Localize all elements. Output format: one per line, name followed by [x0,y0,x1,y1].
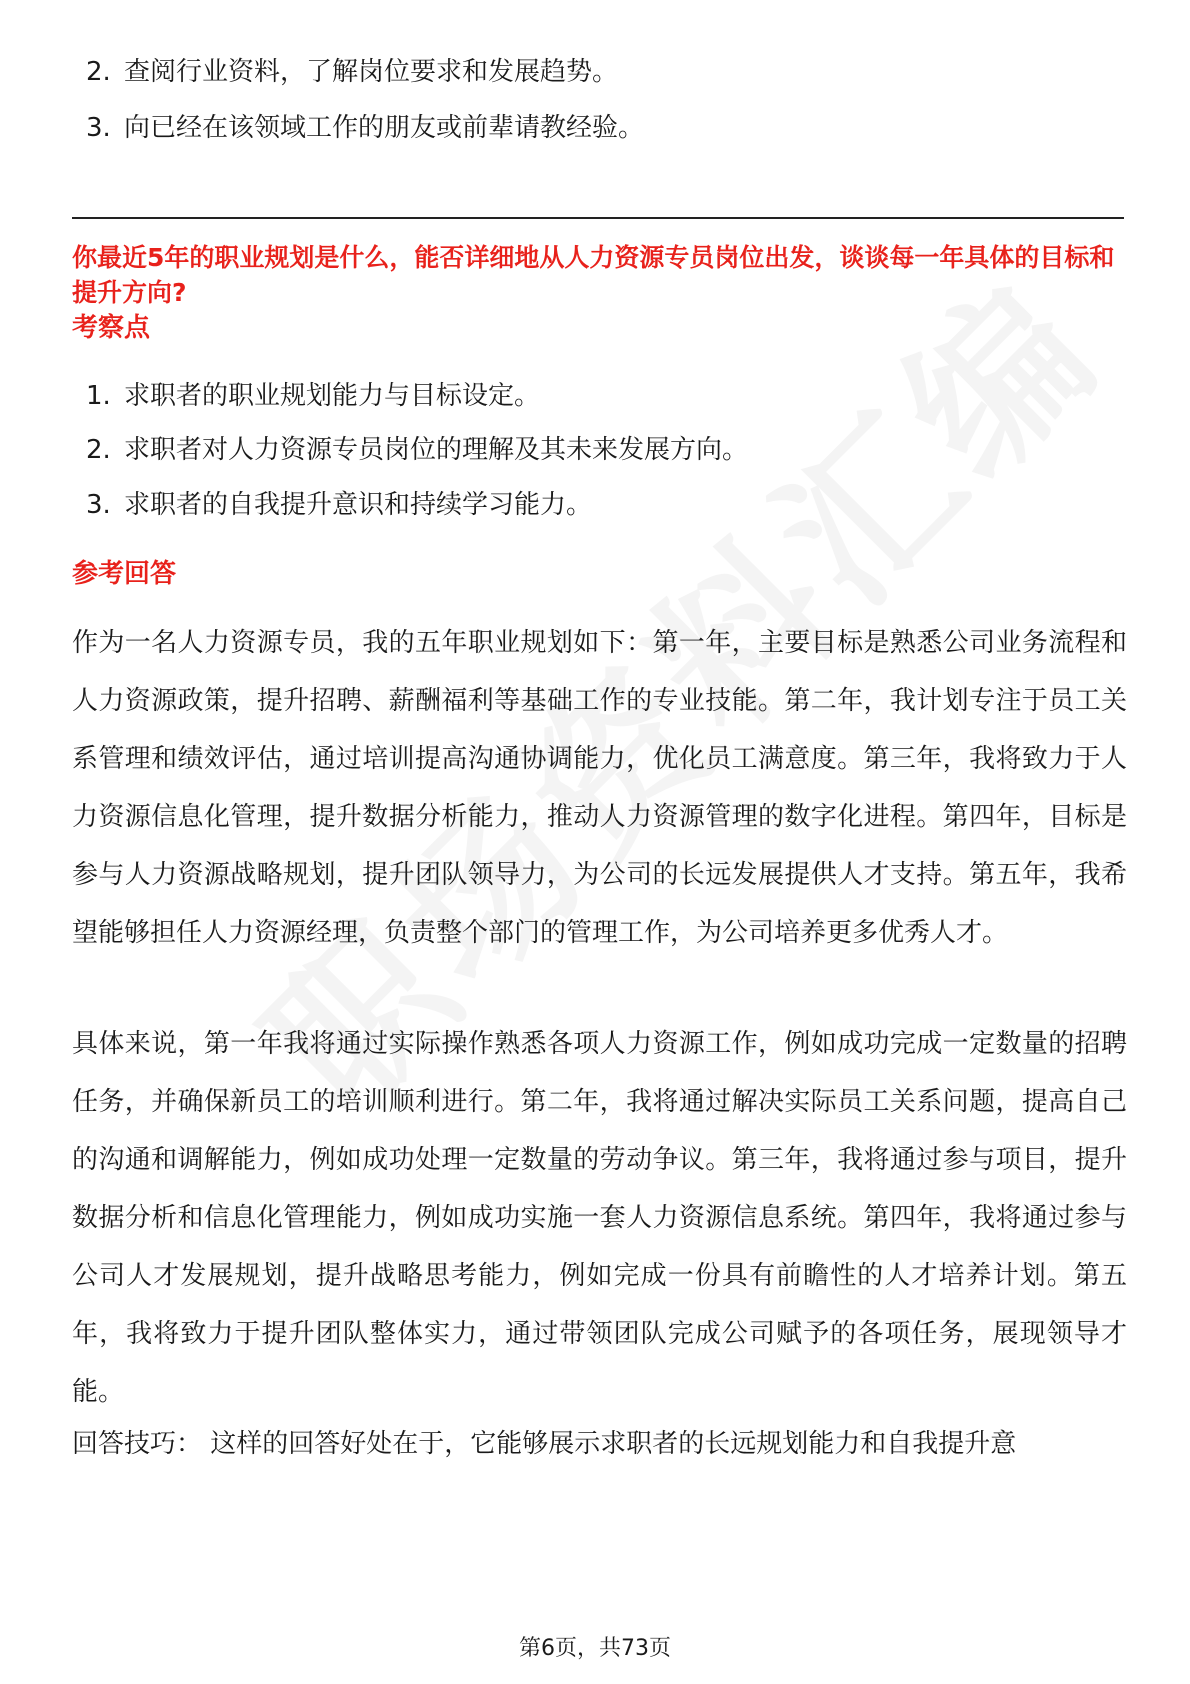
answer-tips: 回答技巧： 这样的回答好处在于，它能够展示求职者的长远规划能力和自我提升意 [72,1429,1017,1459]
page-number: 第6页，共73页 [519,1636,671,1661]
list-text: 向已经在该领域工作的朋友或前辈请教经验。 [124,113,645,143]
list-number: 3. [86,490,111,520]
question-heading: 你最近5年的职业规划是什么，能否详细地从人力资源专员岗位出发，谈谈每一年具体的目标和提升方向? [72,243,1115,307]
answer-heading: 参考回答 [72,559,177,589]
list-text: 查阅行业资料，了解岗位要求和发展趋势。 [124,57,619,87]
list-item [86,376,540,416]
list-text: 求职者的职业规划能力与目标设定。 [124,381,541,411]
list-number: 2. [86,435,111,465]
list-number: 2. [86,57,111,87]
list-item [86,52,618,92]
list-text: 求职者对人力资源专员岗位的理解及其未来发展方向。 [124,435,749,465]
section-divider [72,217,1124,219]
answer-paragraph: 具体来说，第一年我将通过实际操作熟悉各项人力资源工作，例如成功完成一定数量的招聘任务，并确保新员工的培训顺利进行。第二年，我将通过解决实际员工关系问题，提高自己的沟通和调解能力，例如成功处理一定数量的劳动争议。第三年，我将通过参与项目，提升数据分析和信息化管理能力，例如成功实施一套人力资源信息系统。第四年，我将通过参与公司人才发展规划，提升战略思考能力，例如完成一份具有前瞻性的人才培养计划。第五年，我将致力于提升团队整体实力，通过带领团队完成公司赋予的各项任务，展现领导才能。 [72,1029,1127,1407]
list-item [86,108,644,148]
list-number: 1. [86,381,111,411]
answer-paragraph: 作为一名人力资源专员，我的五年职业规划如下：第一年，主要目标是熟悉公司业务流程和人力资源政策，提升招聘、薪酬福利等基础工作的专业技能。第二年，我计划专注于员工关系管理和绩效评估，通过培训提高沟通协调能力，优化员工满意度。第三年，我将致力于人力资源信息化管理，提升数据分析能力，推动人力资源管理的数字化进程。第四年，目标是参与人力资源战略规划，提升团队领导力，为公司的长远发展提供人才支持。第五年，我希望能够担任人力资源经理，负责整个部门的管理工作，为公司培养更多优秀人才。 [72,628,1127,948]
list-text: 求职者的自我提升意识和持续学习能力。 [124,490,593,520]
assessment-heading: 考察点 [72,313,151,343]
list-item [86,430,748,470]
list-number: 3. [86,113,111,143]
list-item [86,485,592,525]
